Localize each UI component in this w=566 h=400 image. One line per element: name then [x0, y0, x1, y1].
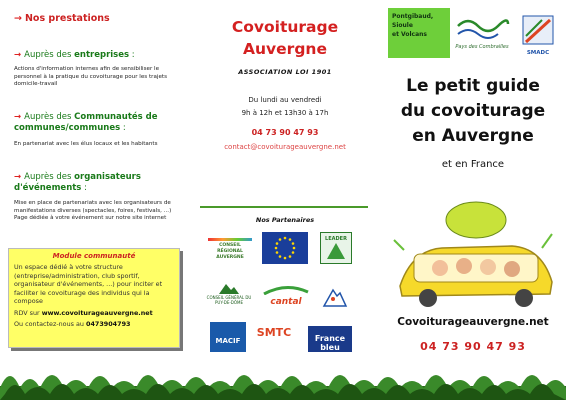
logo-macif [210, 322, 246, 352]
combrailles-waves-icon [454, 12, 510, 42]
association-label: ASSOCIATION LOI 1901 [238, 68, 332, 76]
cantal-swoosh-icon [260, 285, 312, 295]
logo-smadc-text: SMADC [526, 50, 550, 56]
logo-smtc [250, 326, 298, 350]
guide-title-line2: du covoiturage [400, 101, 546, 121]
logo-cantal-text: cantal [270, 297, 302, 307]
section-entreprises-title: → Auprès des entreprises : [14, 50, 135, 60]
hotline-phone: 04 73 90 47 93 [420, 340, 526, 353]
logo-parc-volcans [322, 286, 348, 310]
tricolor-stripe-icon [208, 238, 252, 241]
logo-conseil-general [206, 282, 252, 310]
section-entreprises-body: Actions d'information internes afin de sensibiliser le personnel à la pratique du covoiturage pour les trajets domicile-travail [14, 66, 168, 88]
section-evenements-title: → Auprès des organisateurs d'événements : [14, 172, 141, 193]
logo-conseil-regional [208, 238, 252, 258]
section-communes-title: → Auprès des Communautés de communes/communes : [14, 112, 158, 133]
module-communaute-box [8, 248, 180, 348]
logo-eu-flag [262, 232, 308, 264]
smadc-emblem-icon [520, 12, 556, 48]
logo-cantal [260, 285, 312, 309]
pontgibaud-line3: et Volcans [392, 31, 427, 38]
middle-panel [190, 0, 380, 400]
community-phone: 0473904793 [86, 319, 131, 328]
logo-combrailles-text: Pays des Combrailles [455, 44, 509, 50]
hours-line1: Du lundi au vendredi [248, 96, 322, 104]
brand-line2: Auvergne [243, 40, 327, 58]
leader-tree-icon [324, 242, 348, 260]
logo-conseil-general-text: CONSEIL GÉNÉRAL DU PUY-DE-DÔME [206, 295, 252, 305]
brand-line1: Covoiturage [231, 18, 339, 36]
module-communaute-rdv: RDV sur www.covoiturageauvergne.net [14, 308, 153, 317]
section-evenements-body [14, 200, 182, 223]
module-communaute-text: Un espace dédié à votre structure (entreprise/administration, club sportif, organisateur d'événements, ...) pour inciter et faciliter le covoiturage des individus qui la compose [14, 263, 163, 306]
logo-combrailles [454, 12, 510, 52]
module-communaute-title: Module communauté [52, 252, 136, 260]
carpool-car-illustration [392, 190, 560, 310]
section-evenements-text2: Page dédiée à votre événement sur notre site internet [14, 215, 167, 222]
logo-macif-text: MACIF [215, 337, 241, 345]
logo-conseil-regional-text: CONSEIL RÉGIONAL AUVERGNE [216, 243, 244, 258]
hours-line2: 9h à 12h et 13h30 à 17h [241, 109, 329, 117]
contact-phone: 04 73 90 47 93 [251, 128, 319, 137]
logo-france-bleu-text: France bleu [314, 334, 346, 352]
mountain-icon [219, 282, 239, 294]
partners-title: Nos Partenaires [255, 216, 315, 224]
guide-title-line1: Le petit guide [406, 76, 540, 96]
section-communes-body: En partenariat avec les élus locaux et les habitants [14, 141, 158, 147]
left-panel [0, 0, 190, 400]
logo-leader [320, 232, 352, 264]
arrow-icon: → [14, 50, 22, 60]
logo-leader-text: LEADER [325, 236, 347, 242]
arrow-icon: → [14, 13, 22, 24]
section-evenements-text: Mise en place de partenariats avec les organisateurs de manifestations diverses (spectacles, foires, festivals, ...) [14, 200, 172, 214]
module-communaute-contact: Ou contactez-nous au 0473904793 [14, 319, 131, 328]
grass-footer-decoration [0, 360, 566, 400]
logo-france-bleu [308, 326, 352, 352]
separator-line [200, 206, 368, 208]
right-panel [380, 0, 566, 400]
contact-email[interactable]: contact@covoiturageauvergne.net [224, 143, 346, 151]
volcano-icon [322, 286, 348, 310]
eu-stars-icon [262, 232, 308, 264]
guide-subtitle: et en France [441, 159, 505, 170]
logo-smadc [520, 12, 556, 56]
guide-title-line3: en Auvergne [412, 126, 534, 146]
logo-smtc-text: SMTC [256, 326, 292, 339]
community-site-link[interactable]: www.covoiturageauvergne.net [41, 308, 153, 317]
guide-title [380, 74, 566, 149]
pontgibaud-line1: Pontgibaud, [392, 13, 434, 20]
pontgibaud-line2: Sioule [392, 22, 413, 29]
nos-prestations-title: → Nos prestations [14, 13, 110, 24]
website-link[interactable]: Covoiturageauvergne.net [397, 316, 549, 328]
pontgibaud-badge [388, 8, 450, 58]
arrow-icon: → [14, 112, 22, 122]
arrow-icon: → [14, 172, 22, 182]
